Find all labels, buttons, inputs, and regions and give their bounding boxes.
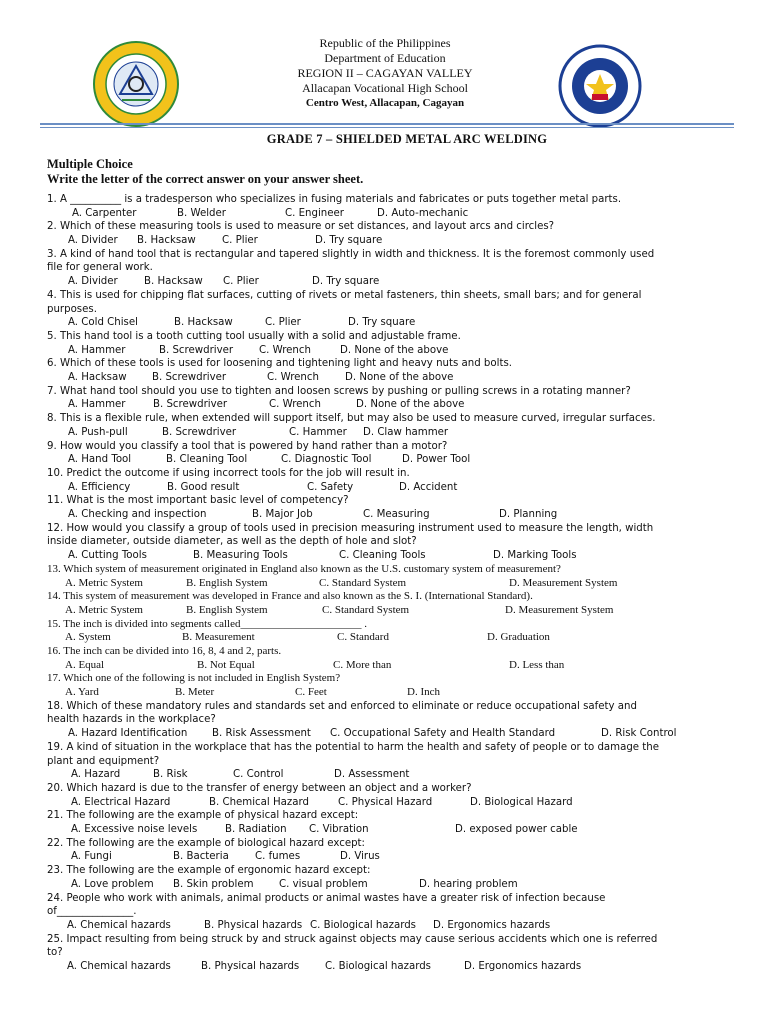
answer-option: C. visual problem <box>279 878 368 890</box>
answer-option: C. Vibration <box>309 824 369 836</box>
answer-option: A. Carpenter <box>72 207 137 219</box>
question-text: 6. Which of these tools is used for loosening and tightening light and heavy nuts and bolts. <box>47 358 512 370</box>
answer-options <box>47 508 722 522</box>
answer-option: B. Chemical Hazard <box>209 796 309 808</box>
question-item <box>47 837 722 864</box>
question-item <box>47 700 722 741</box>
question-item <box>47 864 722 891</box>
question-text: 13. Which system of measurement originated in England also known as the U.S. customary system of measurement? <box>47 562 561 575</box>
answer-option: C. fumes <box>255 851 301 863</box>
answer-option: D. Ergonomics hazards <box>433 919 551 931</box>
letterhead-text <box>220 36 550 111</box>
answer-option: A. Chemical hazards <box>67 919 171 931</box>
answer-option: A. Hazard Identification <box>68 728 188 740</box>
answer-option: A. Yard <box>65 686 99 699</box>
question-text: 10. Predict the outcome if using incorrect tools for the job will result in. <box>47 467 410 479</box>
answer-option: D. hearing problem <box>419 878 518 890</box>
question-item <box>47 563 722 590</box>
question-text: 5. This hand tool is a tooth cutting tool usually with a solid and adjustable frame. <box>47 330 461 342</box>
answer-option: C. Wrench <box>267 372 319 384</box>
answer-options <box>47 549 722 563</box>
question-text: 11. What is the most important basic level of competency? <box>47 495 349 507</box>
answer-option: B. Bacteria <box>173 851 229 863</box>
question-text: 23. The following are the example of ergonomic hazard except: <box>47 865 371 877</box>
section-heading: Multiple Choice <box>47 157 133 171</box>
answer-option: D. Less than <box>509 658 565 671</box>
answer-option: B. Screwdriver <box>159 344 234 356</box>
answer-option: B. English System <box>186 576 268 589</box>
exam-title: GRADE 7 – SHIELDED METAL ARC WELDING <box>266 132 548 146</box>
answer-option: A. Cold Chisel <box>68 317 138 329</box>
header-department: Department of Education <box>324 51 446 65</box>
answer-option: B. Risk Assessment <box>212 728 311 740</box>
answer-option: A. Hammer <box>68 399 126 411</box>
answer-option: B. Major Job <box>252 509 313 521</box>
answer-option: B. Risk <box>153 769 188 781</box>
answer-options <box>47 878 722 892</box>
answer-option: C. Wrench <box>269 399 321 411</box>
answer-option: C. Control <box>233 769 284 781</box>
question-item <box>47 193 722 220</box>
question-item <box>47 220 722 247</box>
answer-options <box>47 398 722 412</box>
answer-option: D. Virus <box>340 851 380 863</box>
answer-option: D. Try square <box>312 276 380 288</box>
answer-option: A. Metric System <box>65 576 143 589</box>
answer-option: C. Safety <box>307 481 354 493</box>
answer-option: A. Metric System <box>65 603 143 616</box>
answer-option: D. Ergonomics hazards <box>464 961 582 972</box>
question-item <box>47 645 722 672</box>
question-item <box>47 289 722 330</box>
question-item <box>47 672 722 699</box>
answer-option: C. Wrench <box>259 344 311 356</box>
answer-option: A. System <box>65 631 111 644</box>
answer-option: D. Inch <box>407 686 440 699</box>
answer-option: D. Try square <box>315 235 383 247</box>
question-text: 12. How would you classify a group of tools used in precision measuring instrument used to measure the length, width <box>47 522 654 534</box>
answer-option: D. Marking Tools <box>493 550 577 562</box>
question-item <box>47 357 722 384</box>
answer-option: B. Cleaning Tool <box>166 454 248 466</box>
answer-option: C. Biological hazards <box>325 961 431 972</box>
question-text: to? <box>47 947 63 959</box>
answer-option: A. Divider <box>68 235 118 247</box>
question-item <box>47 618 722 645</box>
answer-options <box>47 823 722 837</box>
answer-option: D. Graduation <box>487 631 550 644</box>
answer-option: D. Risk Control <box>601 728 677 740</box>
question-item <box>47 248 722 289</box>
header-address: Centro West, Allacapan, Cagayan <box>305 97 465 109</box>
answer-option: C. Engineer <box>285 207 344 219</box>
question-item <box>47 330 722 357</box>
question-text: purposes. <box>47 303 97 315</box>
question-text: 19. A kind of situation in the workplace that has the potential to harm the health and safety of people or to damage the <box>47 741 660 753</box>
answer-option: C. Cleaning Tools <box>339 550 426 562</box>
question-text: 9. How would you classify a tool that is powered by hand rather than a motor? <box>47 440 448 452</box>
question-text: health hazards in the workplace? <box>47 714 216 726</box>
header-school: Allacapan Vocational High School <box>302 81 468 95</box>
answer-option: A. Checking and inspection <box>68 509 207 521</box>
answer-option: C. More than <box>333 658 392 671</box>
answer-option: C. Standard System <box>319 576 407 589</box>
answer-options <box>47 481 722 495</box>
answer-option: D. None of the above <box>340 344 449 356</box>
answer-options <box>47 275 722 289</box>
answer-options <box>47 919 722 933</box>
answer-option: B. Screwdriver <box>153 399 228 411</box>
answer-option: C. Biological hazards <box>310 919 416 931</box>
answer-option: B. Physical hazards <box>201 961 300 972</box>
question-text: file for general work. <box>47 262 153 274</box>
answer-option: D. Planning <box>499 509 558 521</box>
answer-option: A. Hand Tool <box>68 454 132 466</box>
answer-options <box>47 686 722 700</box>
answer-option: A. Hammer <box>68 344 126 356</box>
answer-option: C. Plier <box>223 276 259 288</box>
school-seal-icon <box>92 40 180 128</box>
header-region: REGION II – CAGAYAN VALLEY <box>297 66 473 80</box>
answer-options <box>47 234 722 248</box>
answer-option: C. Hammer <box>289 426 347 438</box>
answer-option: B. Good result <box>167 481 240 493</box>
answer-option: B. Meter <box>175 686 215 699</box>
question-list <box>47 193 722 974</box>
answer-option: A. Fungi <box>71 851 112 863</box>
answer-option: A. Equal <box>65 658 105 671</box>
question-text: 3. A kind of hand tool that is rectangular and tapered slightly in width and thickness. It is the foremost commonly used <box>47 248 655 260</box>
answer-option: A. Chemical hazards <box>67 961 171 972</box>
question-text: 4. This is used for chipping flat surfaces, cutting of rivets or metal fasteners, thin sheets, small bars; and for general <box>47 289 642 301</box>
answer-options <box>47 426 722 440</box>
answer-option: D. Measurement System <box>509 576 618 589</box>
answer-option: A. Hazard <box>71 769 121 781</box>
question-text: 21. The following are the example of physical hazard except: <box>47 810 359 822</box>
deped-seal-icon <box>558 44 642 128</box>
question-item <box>47 440 722 467</box>
answer-option: C. Plier <box>222 235 258 247</box>
header-divider <box>40 123 734 125</box>
question-item <box>47 412 722 439</box>
answer-options <box>47 344 722 358</box>
answer-option: D. None of the above <box>345 372 454 384</box>
question-text: 25. Impact resulting from being struck by and struck against objects may cause serious accidents which one is referred <box>47 933 658 945</box>
answer-option: B. Screwdriver <box>162 426 237 438</box>
question-text: 14. This system of measurement was developed in France and also known as the S. I. (International Standard). <box>47 590 533 603</box>
question-item <box>47 467 722 494</box>
answer-option: B. Screwdriver <box>152 372 227 384</box>
answer-option: B. Not Equal <box>197 658 255 671</box>
question-text: 20. Which hazard is due to the transfer of energy between an object and a worker? <box>47 782 472 794</box>
answer-options <box>47 727 722 741</box>
answer-option: A. Divider <box>68 276 118 288</box>
answer-option: A. Efficiency <box>68 481 131 493</box>
answer-option: B. Measurement <box>182 631 255 644</box>
question-item <box>47 782 722 809</box>
question-item <box>47 494 722 521</box>
answer-options <box>47 960 722 974</box>
header-republic: Republic of the Philippines <box>319 36 451 50</box>
answer-options <box>47 577 722 591</box>
letterhead <box>0 36 768 118</box>
question-text: 24. People who work with animals, animal products or animal wastes have a greater risk of infection because <box>47 892 606 904</box>
answer-option: D. Assessment <box>334 769 410 781</box>
answer-option: A. Excessive noise levels <box>71 824 198 836</box>
question-item <box>47 933 722 974</box>
answer-options <box>47 453 722 467</box>
answer-option: A. Love problem <box>71 878 154 890</box>
answer-option: D. Accident <box>399 481 458 493</box>
question-item <box>47 809 722 836</box>
section-heading-block <box>47 157 363 187</box>
answer-option: A. Electrical Hazard <box>71 796 171 808</box>
answer-options <box>47 659 722 673</box>
answer-option: D. Auto-mechanic <box>377 207 469 219</box>
answer-option: D. None of the above <box>356 399 465 411</box>
answer-option: B. Hacksaw <box>144 276 203 288</box>
answer-option: B. Physical hazards <box>204 919 303 931</box>
question-text: 16. The inch can be divided into 16, 8, 4 and 2, parts. <box>47 644 282 657</box>
answer-option: C. Physical Hazard <box>338 796 433 808</box>
answer-option: C. Standard System <box>322 603 410 616</box>
question-text: 18. Which of these mandatory rules and standards set and enforced to eliminate or reduce occupational safety and <box>47 700 637 712</box>
answer-option: C. Feet <box>295 686 327 699</box>
answer-options <box>47 850 722 864</box>
section-instruction: Write the letter of the correct answer on your answer sheet. <box>47 172 364 186</box>
answer-option: C. Plier <box>265 317 301 329</box>
question-text: 17. Which one of the following is not included in English System? <box>47 672 341 685</box>
answer-option: B. Measuring Tools <box>193 550 288 562</box>
question-text: 15. The inch is divided into segments called______________________ . <box>47 617 367 630</box>
answer-option: B. Hacksaw <box>137 235 196 247</box>
answer-option: B. Radiation <box>225 824 287 836</box>
answer-options <box>47 768 722 782</box>
answer-option: C. Occupational Safety and Health Standard <box>330 728 556 740</box>
answer-option: D. Biological Hazard <box>470 796 573 808</box>
answer-option: D. Measurement System <box>505 603 614 616</box>
question-text: inside diameter, outside diameter, as well as the depth of hole and slot? <box>47 536 417 548</box>
header-divider-thin <box>40 127 734 128</box>
answer-option: B. Welder <box>177 207 226 219</box>
answer-option: A. Hacksaw <box>68 372 127 384</box>
question-item <box>47 741 722 782</box>
question-text: of_______________. <box>47 906 137 918</box>
question-text: 22. The following are the example of biological hazard except: <box>47 837 365 849</box>
question-item <box>47 385 722 412</box>
answer-options <box>47 316 722 330</box>
answer-options <box>47 631 722 645</box>
question-text: 2. Which of these measuring tools is used to measure or set distances, and layout arcs and circles? <box>47 221 555 233</box>
answer-options <box>47 207 722 221</box>
answer-option: B. Hacksaw <box>174 317 233 329</box>
question-item <box>47 892 722 933</box>
question-text: 7. What hand tool should you use to tighten and loosen screws by pushing or pulling screws in a rotating manner? <box>47 385 631 397</box>
answer-options <box>47 604 722 618</box>
answer-option: D. exposed power cable <box>455 824 578 836</box>
answer-option: C. Measuring <box>363 509 430 521</box>
answer-option: B. English System <box>186 603 268 616</box>
question-text: 8. This is a flexible rule, when extended will support itself, but may also be used to measure curved, irregular surfaces. <box>47 413 656 425</box>
answer-option: A. Push-pull <box>68 426 128 438</box>
question-text: 1. A __________ is a tradesperson who specializes in fusing materials and fabricates or puts together metal parts. <box>47 194 622 205</box>
question-text: plant and equipment? <box>47 755 160 767</box>
answer-option: D. Power Tool <box>402 454 471 466</box>
question-item <box>47 590 722 617</box>
answer-option: B. Skin problem <box>173 878 254 890</box>
answer-option: C. Standard <box>337 631 389 644</box>
answer-options <box>47 796 722 810</box>
question-item <box>47 522 722 563</box>
answer-option: C. Diagnostic Tool <box>281 454 372 466</box>
answer-option: A. Cutting Tools <box>68 550 147 562</box>
answer-option: D. Try square <box>348 317 416 329</box>
answer-option: D. Claw hammer <box>363 426 449 438</box>
answer-options <box>47 371 722 385</box>
